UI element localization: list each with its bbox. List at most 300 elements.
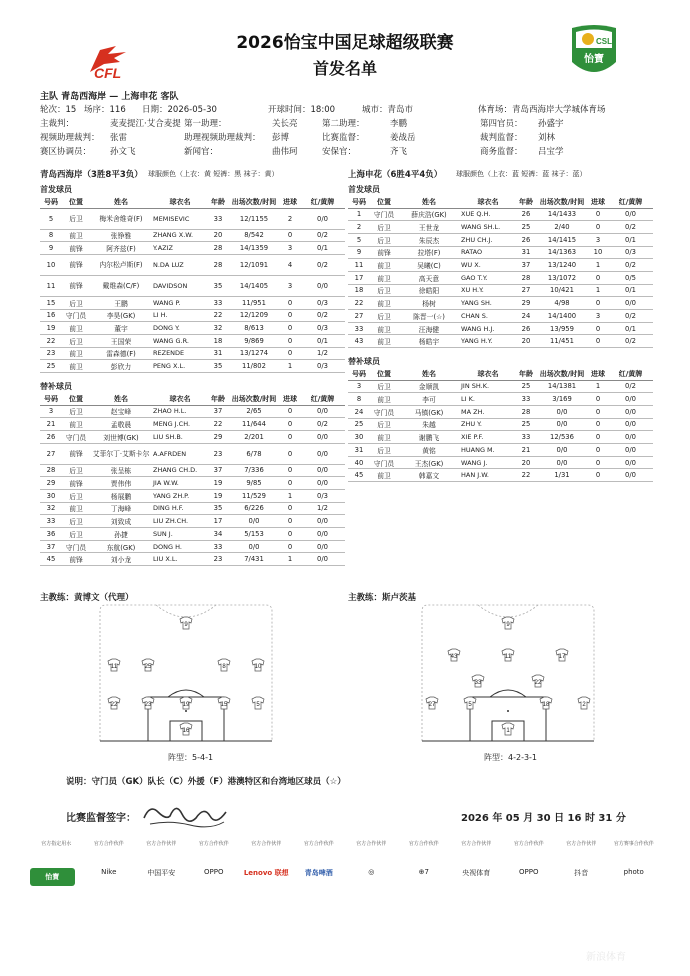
official-role-label: 裁判监督：: [480, 133, 523, 143]
player-number: 3: [40, 405, 62, 418]
player-number: 26: [40, 430, 62, 443]
pitch-player-number: 22: [534, 680, 542, 686]
appearances-minutes: 9/85: [228, 477, 280, 490]
player-row: [40, 502, 345, 515]
column-header: 球衣名: [152, 393, 208, 405]
column-header: 号码: [348, 196, 370, 208]
match-meta-row: [40, 103, 652, 117]
player-age: 33: [516, 431, 536, 444]
red-yellow-cards: 0/1: [608, 322, 653, 335]
player-age: 34: [208, 528, 228, 541]
official-name: 麦麦提江·艾合麦提: [110, 119, 181, 129]
player-goals: 0: [280, 515, 300, 528]
player-name: 董宇: [90, 322, 152, 335]
home-coach-label: 主教练：: [40, 593, 75, 603]
player-name: 薛庆浩(GK): [398, 208, 460, 221]
column-header: 出场次数/时间: [228, 196, 280, 208]
player-goals: 0: [588, 393, 608, 406]
away-subs-table: [348, 368, 653, 482]
home-subs-table: [40, 393, 345, 566]
player-goals: 1: [588, 380, 608, 393]
shirt-name: LIU ZH.CH.: [152, 515, 208, 528]
pitch-player-number: 23: [144, 702, 152, 708]
appearances-minutes: 1/31: [536, 469, 588, 482]
player-number: 16: [40, 309, 62, 322]
column-header: 年龄: [208, 196, 228, 208]
shirt-name: MA ZH.: [460, 405, 516, 418]
sponsor-logo: Lenovo 联想: [243, 869, 289, 877]
shirt-name: YANG SH.: [460, 297, 516, 310]
player-position: 后卫: [370, 221, 398, 234]
player-row: [348, 405, 653, 418]
red-yellow-cards: 0/0: [608, 456, 653, 469]
player-number: 3: [348, 380, 370, 393]
red-yellow-cards: 0/0: [300, 405, 345, 418]
player-row: [40, 296, 345, 309]
player-row: [348, 221, 653, 234]
player-goals: 3: [588, 310, 608, 323]
column-header: 姓名: [90, 196, 152, 208]
player-position: 后卫: [370, 380, 398, 393]
player-number: 11: [348, 259, 370, 272]
player-age: 27: [516, 284, 536, 297]
player-goals: 0: [280, 528, 300, 541]
center-circle-arc: [156, 605, 216, 617]
player-age: 33: [208, 208, 228, 229]
player-row: [40, 477, 345, 490]
shirt-name: DONG Y.: [152, 322, 208, 335]
player-row: [40, 405, 345, 418]
player-row: [40, 322, 345, 335]
appearances-minutes: 13/959: [536, 322, 588, 335]
cfl-logo-text: CFL: [94, 65, 122, 81]
player-position: 后卫: [62, 405, 90, 418]
player-position: 后卫: [370, 233, 398, 246]
red-yellow-cards: 0/3: [608, 246, 653, 259]
player-position: 前卫: [62, 502, 90, 515]
shirt-name: HAN J.W.: [460, 469, 516, 482]
player-position: 前卫: [62, 360, 90, 373]
officials-row: [40, 117, 652, 131]
player-number: 5: [40, 208, 62, 229]
red-yellow-cards: 0/0: [608, 208, 653, 221]
away-team-name: 上海申花（6胜4平4负）: [348, 170, 443, 180]
column-header: 球衣名: [460, 368, 516, 380]
column-header: 姓名: [398, 196, 460, 208]
sponsor-logo: photo: [623, 868, 644, 876]
player-name: 丁海峰: [90, 502, 152, 515]
player-name: 朱辰杰: [398, 233, 460, 246]
match-no-value: 116: [109, 105, 126, 115]
player-row: [348, 322, 653, 335]
shirt-name: XU H.Y.: [460, 284, 516, 297]
player-name: 刘世博(GK): [90, 430, 152, 443]
player-age: 28: [208, 242, 228, 255]
home-formation-label: 阵型：: [168, 753, 192, 762]
penalty-spot: [507, 710, 509, 712]
column-header: 出场次数/时间: [536, 196, 588, 208]
red-yellow-cards: 0/2: [300, 254, 345, 275]
red-yellow-cards: 0/0: [300, 528, 345, 541]
player-name: 王鹏: [90, 296, 152, 309]
red-yellow-cards: 0/0: [608, 469, 653, 482]
player-name: 刘小龙: [90, 553, 152, 566]
column-header: 红/黄牌: [608, 368, 653, 380]
player-number: 28: [40, 464, 62, 477]
center-circle-arc: [478, 605, 538, 617]
away-coach-label: 主教练：: [348, 593, 383, 603]
player-name: 戴维森(C/F): [90, 275, 152, 296]
pitch-player-number: 10: [254, 664, 262, 670]
pitch-player-number: 2: [582, 702, 586, 708]
appearances-minutes: 0/0: [536, 405, 588, 418]
player-number: 45: [348, 469, 370, 482]
player-position: 前卫: [62, 229, 90, 242]
sign-time: 2026 年 05 月 30 日 16 时 31 分: [461, 813, 626, 824]
shirt-name: ZHANG X.W.: [152, 229, 208, 242]
shirt-name: LIU X.L.: [152, 553, 208, 566]
player-age: 28: [516, 271, 536, 284]
player-position: 前卫: [370, 335, 398, 348]
player-goals: 1: [280, 360, 300, 373]
official-name: 刘林: [538, 133, 556, 143]
sponsor-category: 官方合作伙伴: [251, 841, 282, 847]
appearances-minutes: 11/451: [536, 335, 588, 348]
date-value: 2026-05-30: [167, 105, 217, 115]
red-yellow-cards: 0/0: [608, 444, 653, 457]
sponsor-category: 官方合作伙伴: [513, 841, 544, 847]
pitch-player-number: 11: [504, 654, 512, 660]
player-name: 陈晋一(☆): [398, 310, 460, 323]
shirt-name: HUANG M.: [460, 444, 516, 457]
player-row: [40, 528, 345, 541]
player-age: 28: [516, 405, 536, 418]
player-age: 20: [516, 456, 536, 469]
player-name: 朱越: [398, 418, 460, 431]
player-number: 33: [348, 322, 370, 335]
column-header: 号码: [40, 196, 62, 208]
player-position: 后卫: [370, 444, 398, 457]
column-header: 号码: [40, 393, 62, 405]
pitch-player-number: 5: [468, 702, 472, 708]
supervisor-signature: [140, 798, 230, 830]
appearances-minutes: 2/201: [228, 430, 280, 443]
red-yellow-cards: 0/2: [300, 418, 345, 431]
player-goals: 0: [588, 418, 608, 431]
player-age: 31: [516, 246, 536, 259]
player-age: 35: [208, 360, 228, 373]
player-position: 前锋: [62, 477, 90, 490]
shirt-name: MEMISEVIC: [152, 208, 208, 229]
red-yellow-cards: 0/0: [608, 418, 653, 431]
player-goals: 0: [280, 502, 300, 515]
official-role-label: 主裁判：: [40, 119, 75, 129]
player-goals: 0: [588, 271, 608, 284]
official-role-label: 商务监督：: [480, 147, 523, 157]
city-value: 青岛市: [387, 105, 414, 115]
player-goals: 0: [280, 464, 300, 477]
official-name: 彭博: [272, 133, 290, 143]
player-position: 后卫: [62, 334, 90, 347]
player-position: 前锋: [62, 553, 90, 566]
player-row: [348, 418, 653, 431]
appearances-minutes: 14/1363: [536, 246, 588, 259]
player-row: [348, 208, 653, 221]
sponsor-category: 官方合作伙伴: [93, 841, 124, 847]
header: [0, 20, 690, 80]
column-header: 球衣名: [152, 196, 208, 208]
home-formation-value: 5-4-1: [192, 753, 214, 762]
csl-logo-sub: 怡寶: [584, 54, 604, 65]
red-yellow-cards: 0/0: [300, 208, 345, 229]
appearances-minutes: 7/336: [228, 464, 280, 477]
pitch-player-number: 18: [542, 702, 550, 708]
pitch-player-number: 17: [558, 654, 566, 660]
player-position: 前卫: [370, 469, 398, 482]
legend-note: 说明：守门员（GK）队长（C）外援（F）港澳特区和台湾地区球员（☆）: [66, 777, 346, 787]
column-header: 红/黄牌: [300, 196, 345, 208]
sponsor-logo: OPPO: [519, 868, 539, 876]
shirt-name: CHAN S.: [460, 310, 516, 323]
player-age: 22: [516, 469, 536, 482]
player-position: 后卫: [62, 296, 90, 309]
pitch-player-number: 5: [256, 702, 260, 708]
appearances-minutes: 3/169: [536, 393, 588, 406]
player-goals: 0: [588, 405, 608, 418]
official-role-label: 安保官：: [322, 147, 357, 157]
player-name: 马镇(GK): [398, 405, 460, 418]
pitch-player-number: 9: [184, 622, 188, 628]
official-role-label: 新闻官：: [184, 147, 219, 157]
home-starters-table: [40, 196, 345, 373]
player-row: [40, 229, 345, 242]
home-formation: [168, 752, 213, 763]
appearances-minutes: 10/421: [536, 284, 588, 297]
player-number: 22: [40, 334, 62, 347]
appearances-minutes: 12/536: [536, 431, 588, 444]
player-name: 贾伟伟: [90, 477, 152, 490]
player-name: 内尔松卢斯(F): [90, 254, 152, 275]
player-age: 24: [516, 310, 536, 323]
player-name: 金顺凯: [398, 380, 460, 393]
player-goals: 10: [588, 246, 608, 259]
player-row: [40, 360, 345, 373]
column-header: 出场次数/时间: [228, 393, 280, 405]
player-name: 黄铭: [398, 444, 460, 457]
appearances-minutes: 6/78: [228, 443, 280, 464]
player-age: 32: [208, 322, 228, 335]
shirt-name: XIE P.F.: [460, 431, 516, 444]
shirt-name: REZENDE: [152, 347, 208, 360]
penalty-arc: [490, 690, 526, 697]
player-goals: 4: [280, 254, 300, 275]
shirt-name: RATAO: [460, 246, 516, 259]
player-number: 31: [348, 444, 370, 457]
player-number: 23: [40, 347, 62, 360]
shirt-name: N.DA LUZ: [152, 254, 208, 275]
red-yellow-cards: 0/3: [300, 360, 345, 373]
shirt-name: ZHU Y.: [460, 418, 516, 431]
player-name: 杨树: [398, 297, 460, 310]
shirt-name: DONG H.: [152, 540, 208, 553]
red-yellow-cards: 1/2: [300, 502, 345, 515]
player-position: 后卫: [370, 284, 398, 297]
player-number: 19: [40, 322, 62, 335]
player-age: 26: [516, 208, 536, 221]
player-age: 33: [208, 540, 228, 553]
match-teams: 主队 青岛西海岸 — 上海申花 客队: [40, 92, 179, 102]
player-age: 20: [516, 335, 536, 348]
player-age: 33: [208, 296, 228, 309]
player-number: 9: [348, 246, 370, 259]
player-position: 前卫: [370, 322, 398, 335]
player-position: 前锋: [62, 443, 90, 464]
player-age: 18: [208, 334, 228, 347]
official-name: 孙文飞: [110, 147, 136, 157]
player-number: 9: [40, 242, 62, 255]
player-row: [40, 489, 345, 502]
sponsor-category: 官方赛事合作伙伴: [613, 841, 654, 847]
red-yellow-cards: 0/0: [608, 431, 653, 444]
player-row: [40, 443, 345, 464]
player-number: 8: [348, 393, 370, 406]
player-number: 21: [40, 418, 62, 431]
shirt-name: WANG G.R.: [152, 334, 208, 347]
column-header: 进球: [588, 368, 608, 380]
player-goals: 0: [280, 347, 300, 360]
red-yellow-cards: 0/0: [300, 443, 345, 464]
appearances-minutes: 11/802: [228, 360, 280, 373]
officials: [40, 117, 652, 159]
player-goals: 0: [280, 296, 300, 309]
sponsor-logo: 青岛啤酒: [304, 869, 333, 877]
venue-value: 青岛西海岸大学城体育场: [512, 105, 606, 115]
official-name: 关长亮: [272, 119, 298, 129]
player-name: 王世龙: [398, 221, 460, 234]
appearances-minutes: 11/644: [228, 418, 280, 431]
column-header: 年龄: [516, 196, 536, 208]
player-name: 雷森德(F): [90, 347, 152, 360]
player-goals: 0: [588, 335, 608, 348]
home-team-name: 青岛西海岸（3胜8平3负）: [40, 170, 143, 180]
appearances-minutes: 5/153: [228, 528, 280, 541]
away-starters-table: [348, 196, 653, 348]
player-goals: 0: [280, 430, 300, 443]
appearances-minutes: 9/869: [228, 334, 280, 347]
player-row: [348, 444, 653, 457]
player-row: [348, 259, 653, 272]
player-goals: 3: [280, 242, 300, 255]
player-age: 35: [208, 502, 228, 515]
player-position: 前锋: [62, 254, 90, 275]
sponsor-logos: [30, 864, 660, 896]
player-name: 张呈栋: [90, 464, 152, 477]
signature-label: 比赛监督签字：: [66, 813, 136, 824]
appearances-minutes: 14/1415: [536, 233, 588, 246]
column-header: 红/黄牌: [300, 393, 345, 405]
column-header: 红/黄牌: [608, 196, 653, 208]
away-formation-value: 4-2-3-1: [508, 753, 538, 762]
sponsor-category: 官方合作伙伴: [461, 841, 492, 847]
sponsor-category: 官方合作伙伴: [146, 841, 177, 847]
player-number: 10: [40, 254, 62, 275]
player-row: [40, 553, 345, 566]
red-yellow-cards: 0/2: [608, 310, 653, 323]
pitch-player-number: 16: [182, 728, 190, 734]
red-yellow-cards: 0/2: [300, 229, 345, 242]
red-yellow-cards: 0/1: [608, 233, 653, 246]
shirt-name: JIA W.W.: [152, 477, 208, 490]
sponsor-logo: ◎: [368, 868, 375, 876]
page-subtitle: 首发名单: [312, 59, 377, 78]
official-role-label: 视频助理裁判：: [40, 133, 100, 143]
kickoff-value: 18:00: [310, 105, 336, 115]
home-subs-title: 替补球员: [40, 382, 72, 391]
player-name: 孟敬晨: [90, 418, 152, 431]
player-goals: 0: [280, 443, 300, 464]
column-header: 位置: [370, 368, 398, 380]
player-age: 19: [208, 477, 228, 490]
player-position: 前锋: [62, 242, 90, 255]
player-number: 1: [348, 208, 370, 221]
player-age: 25: [516, 221, 536, 234]
appearances-minutes: 14/1405: [228, 275, 280, 296]
player-position: 后卫: [62, 528, 90, 541]
shirt-name: DAVIDSON: [152, 275, 208, 296]
player-number: 40: [348, 456, 370, 469]
player-number: 11: [40, 275, 62, 296]
player-number: 24: [348, 405, 370, 418]
pitch-player-number: 19: [182, 702, 190, 708]
kickoff-label: 开球时间：: [268, 105, 311, 115]
shirt-name: Y.AZIZ: [152, 242, 208, 255]
column-header: 姓名: [90, 393, 152, 405]
player-name: 李可: [398, 393, 460, 406]
sponsor-logo: OPPO: [204, 868, 224, 876]
player-goals: 0: [280, 418, 300, 431]
player-age: 25: [516, 418, 536, 431]
pitch-player-number: 11: [110, 664, 118, 670]
sponsor-logo: 抖音: [574, 869, 589, 877]
player-position: 守门员: [370, 208, 398, 221]
away-team-header: [348, 168, 653, 181]
home-coach-name: 黄博文（代理）: [74, 593, 134, 603]
player-row: [40, 515, 345, 528]
player-row: [348, 393, 653, 406]
player-goals: 0: [588, 469, 608, 482]
shirt-name: WANG J.: [460, 456, 516, 469]
match-info: [40, 89, 652, 159]
player-age: 22: [208, 418, 228, 431]
red-yellow-cards: 0/5: [608, 271, 653, 284]
player-row: [348, 297, 653, 310]
column-header: 位置: [62, 196, 90, 208]
player-name: 韩嘉文: [398, 469, 460, 482]
appearances-minutes: 7/431: [228, 553, 280, 566]
red-yellow-cards: 0/0: [300, 553, 345, 566]
red-yellow-cards: 0/0: [300, 430, 345, 443]
player-number: 30: [348, 431, 370, 444]
player-name: 谢鹏飞: [398, 431, 460, 444]
player-name: 吴曦(C): [398, 259, 460, 272]
official-name: 孙盛宇: [538, 119, 564, 129]
red-yellow-cards: 0/0: [608, 393, 653, 406]
appearances-minutes: 14/1400: [536, 310, 588, 323]
player-name: 拉塔(F): [398, 246, 460, 259]
player-position: 后卫: [62, 208, 90, 229]
page-title: 2026怡宝中国足球超级联赛: [236, 33, 454, 53]
official-role-label: 赛区协调员：: [40, 147, 92, 157]
